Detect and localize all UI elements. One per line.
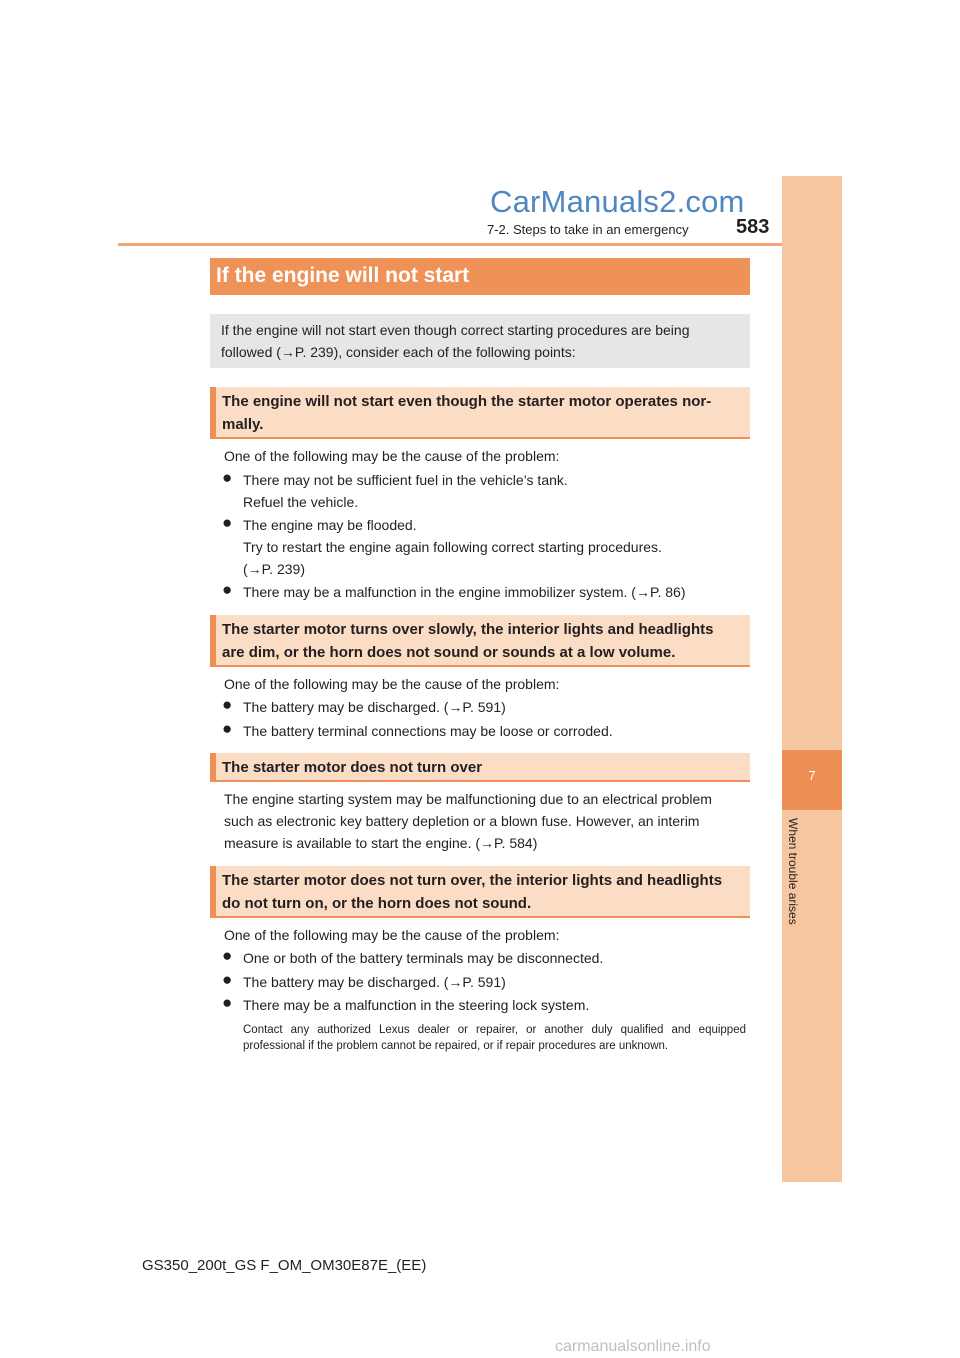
bullet-icon: ● <box>222 468 233 487</box>
bullet-icon: ● <box>222 513 233 532</box>
section-heading: The starter motor does not turn over <box>222 759 483 776</box>
list-item: The battery terminal connections may be loose or corroded. <box>243 723 613 739</box>
intro-text <box>221 319 745 363</box>
section-heading <box>222 869 744 915</box>
page-title: If the engine will not start <box>216 264 470 287</box>
body-line: The engine starting system may be malfunctioning due to an electrical problem <box>224 791 712 807</box>
header-section-title: 7-2. Steps to take in an emergency <box>487 222 689 237</box>
section-lead: One of the following may be the cause of the problem: <box>224 676 560 692</box>
heading-line: The starter motor turns over slowly, the interior lights and headlights <box>222 621 714 638</box>
watermark-bottom: carmanualsonline.info <box>555 1338 711 1355</box>
watermark-logo: CarManuals2.com <box>490 184 745 219</box>
section-lead: One of the following may be the cause of the problem: <box>224 927 560 943</box>
list-item-detail: Try to restart the engine again following correct starting procedures. <box>243 539 662 555</box>
bullet-icon: ● <box>222 580 233 599</box>
bullet-icon: ● <box>222 993 233 1012</box>
list-item: There may not be sufficient fuel in the vehicle’s tank. <box>243 472 568 488</box>
heading-line: do not turn on, or the horn does not sound. <box>222 895 532 912</box>
section-lead: One of the following may be the cause of the problem: <box>224 448 560 464</box>
bullet-icon: ● <box>222 946 233 965</box>
chapter-number: 7 <box>808 768 816 783</box>
body-line: measure is available to start the engine. (→P. 584) <box>224 835 538 851</box>
heading-line: The starter motor does not turn over, the interior lights and headlights <box>222 872 723 889</box>
list-item-detail: (→P. 239) <box>243 561 305 577</box>
heading-line: mally. <box>222 416 264 433</box>
intro-line: followed (→P. 239), consider each of the following points: <box>221 344 576 360</box>
bullet-icon: ● <box>222 695 233 714</box>
section-heading <box>222 618 744 664</box>
intro-line: If the engine will not start even though correct starting procedures are being <box>221 322 690 338</box>
section-heading <box>222 390 744 436</box>
heading-line: are dim, or the horn does not sound or sounds at a low volume. <box>222 644 676 661</box>
section-body <box>224 788 746 854</box>
list-item-note: Contact any authorized Lexus dealer or repairer, or another duly qualified and equipped professional if the problem cannot be repaired, or if repair procedures are unknown. <box>243 1024 746 1052</box>
heading-line: The engine will not start even though the starter motor operates nor- <box>222 393 712 410</box>
header-rule <box>118 243 782 246</box>
chapter-side-band <box>782 176 842 1182</box>
footer-document-code: GS350_200t_GS F_OM_OM30E87E_(EE) <box>142 1257 427 1274</box>
list-item: One or both of the battery terminals may be disconnected. <box>243 950 604 966</box>
list-item: There may be a malfunction in the steering lock system. <box>243 997 590 1013</box>
list-item: The battery may be discharged. (→P. 591) <box>243 699 506 715</box>
page-number: 583 <box>736 216 770 238</box>
list-item-detail: Refuel the vehicle. <box>243 494 359 510</box>
list-item: The battery may be discharged. (→P. 591) <box>243 974 506 990</box>
bullet-icon: ● <box>222 719 233 738</box>
bullet-icon: ● <box>222 970 233 989</box>
body-line: such as electronic key battery depletion or a blown fuse. However, an interim <box>224 813 700 829</box>
list-item: The engine may be flooded. <box>243 517 417 533</box>
chapter-title: When trouble arises <box>786 818 800 925</box>
list-item: There may be a malfunction in the engine immobilizer system. (→P. 86) <box>243 584 686 600</box>
